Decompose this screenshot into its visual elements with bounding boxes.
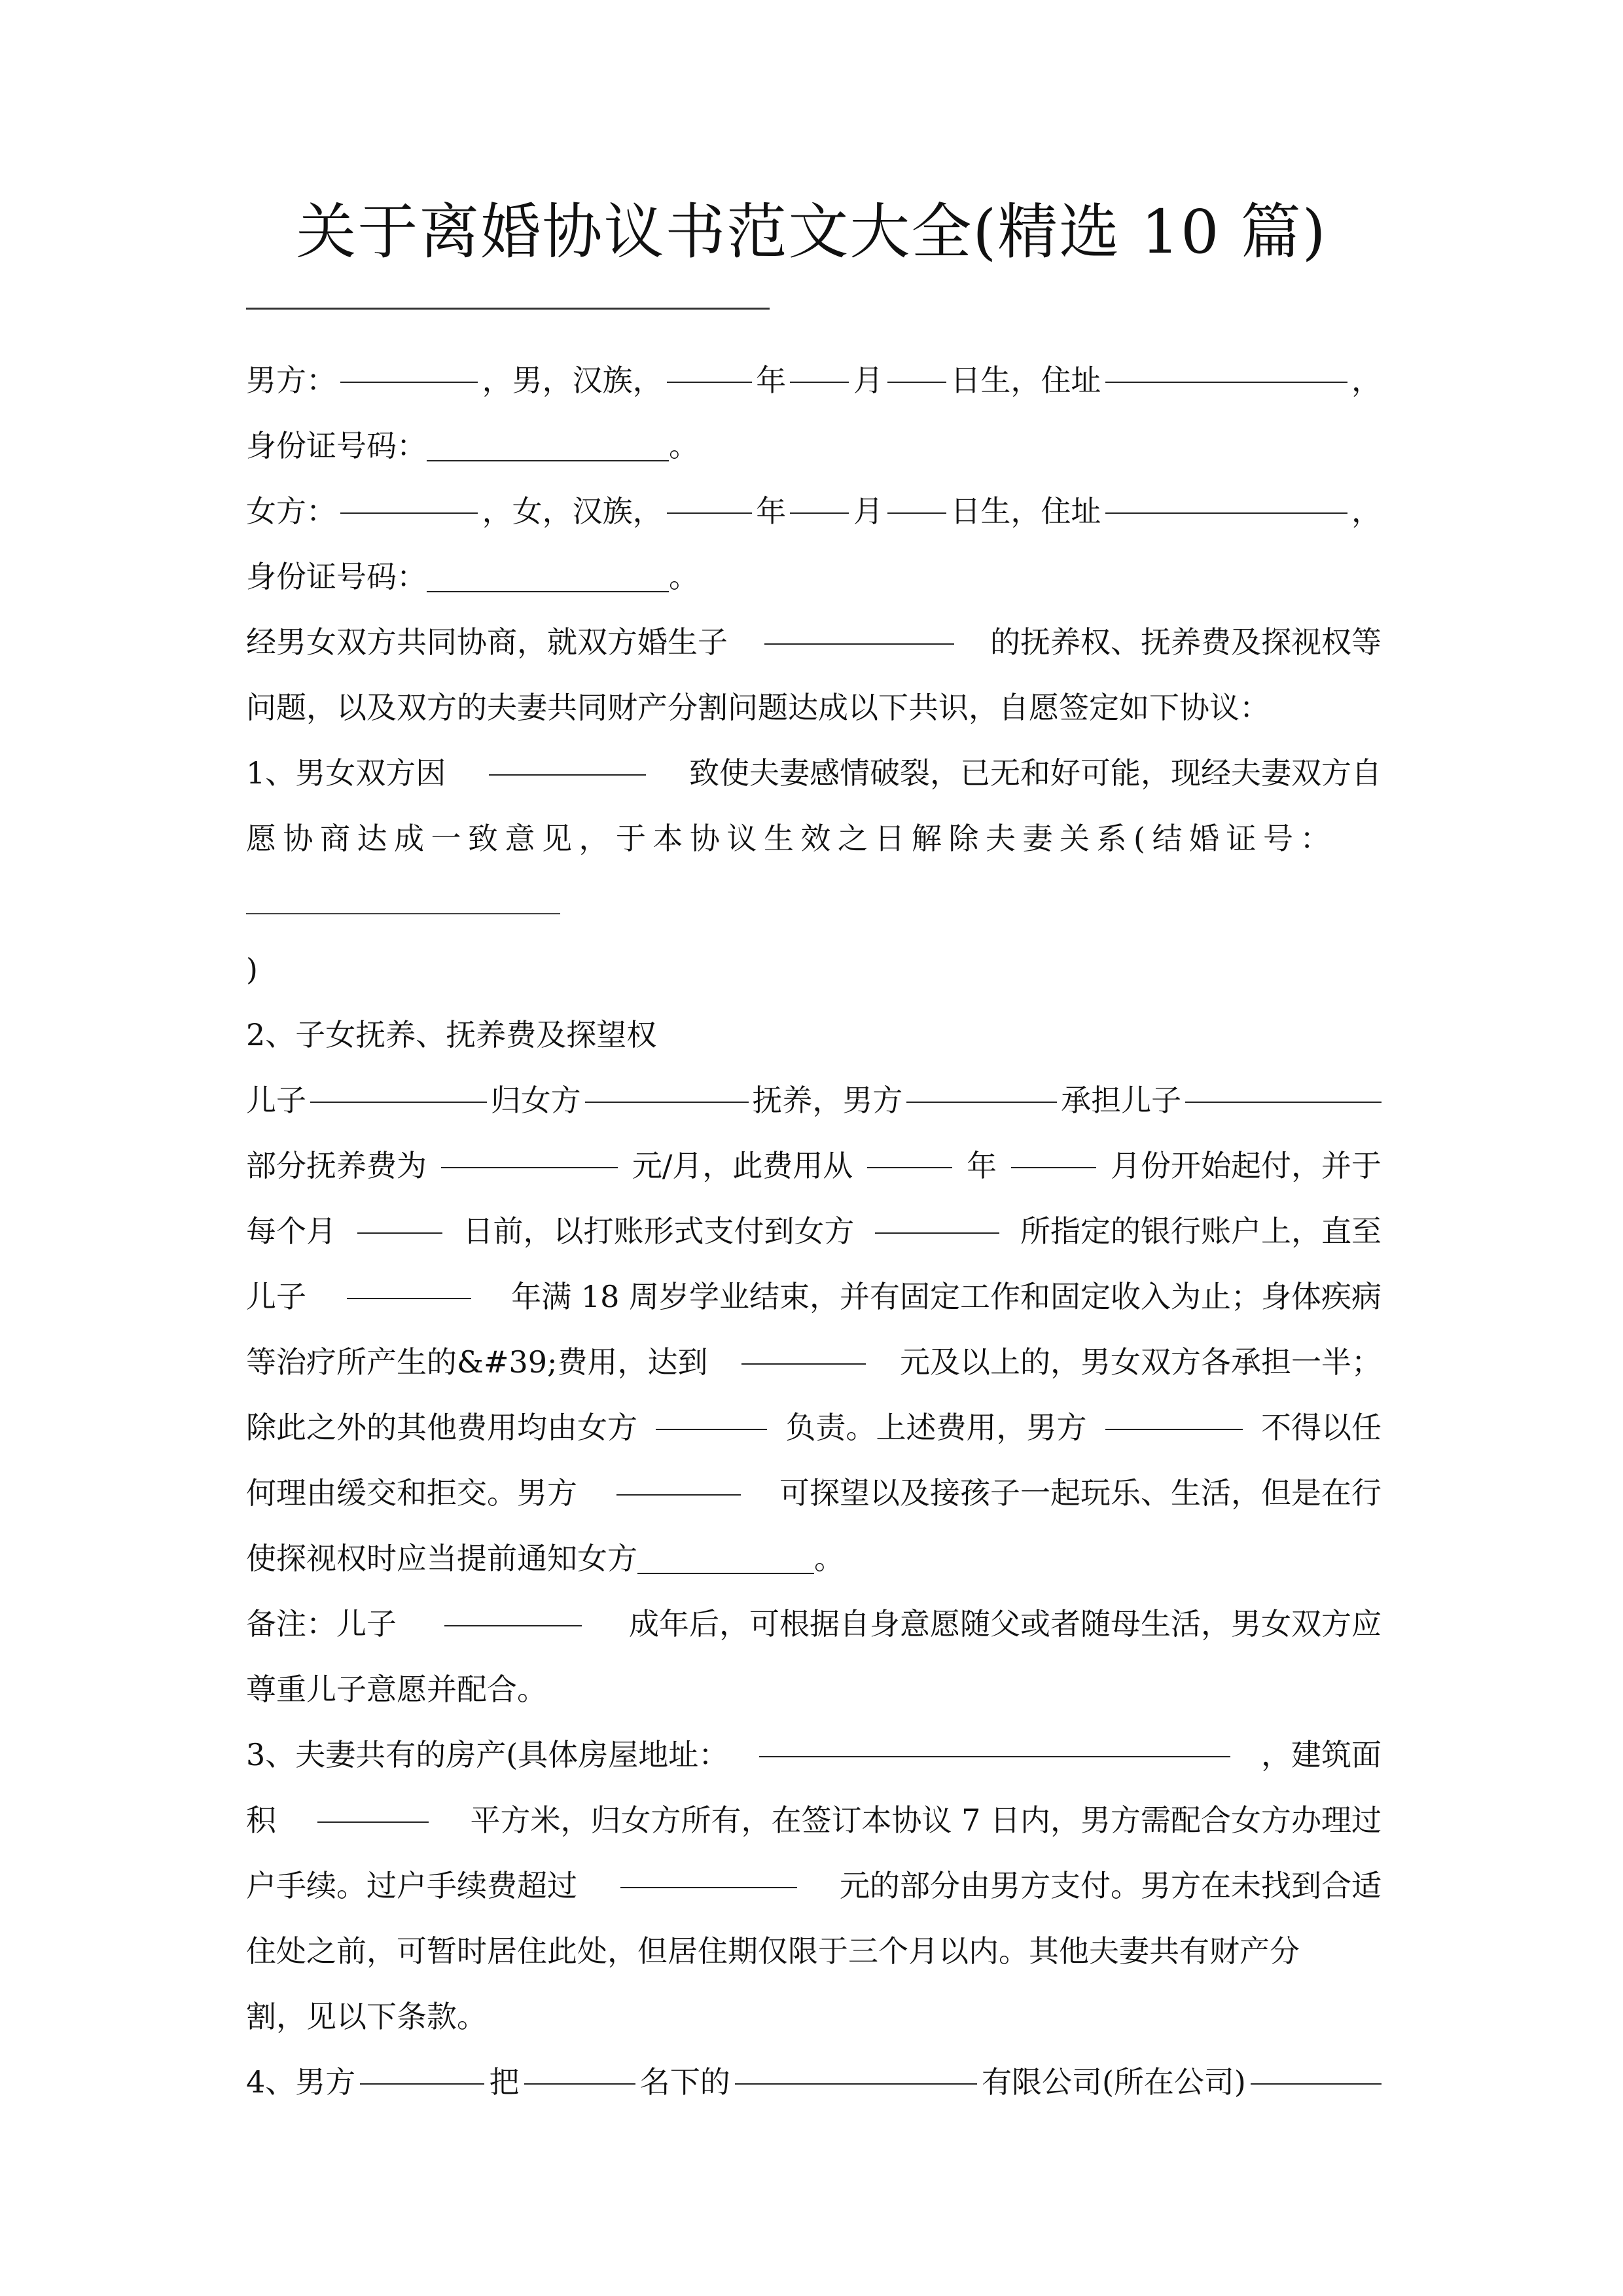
clause-2-text: 儿子 [246,1083,306,1118]
clause-2-line-3 [246,1198,1382,1264]
year-label: 年 [756,493,787,529]
clause-3-line-1 [246,1722,1382,1787]
note-line-1 [246,1591,1382,1657]
clause-4-text: 把 [489,2064,520,2100]
clause-2-text: 年满 18 周岁学业结束，并有固定工作和固定收入为止；身体疾病 [511,1279,1382,1314]
clause-2-line-1 [246,1067,1382,1133]
comma: ， [1351,493,1382,529]
son-name-blank[interactable] [347,1264,471,1299]
mother-name-blank[interactable] [875,1198,999,1234]
clause-2-text: 负责。上述费用，男方 [785,1410,1087,1445]
woman-label: 女方： [246,493,336,529]
intro-line-2: 问题，以及双方的夫妻共同财产分割问题达成以下共识，自愿签定如下协议： [246,690,1270,725]
clause-2-text: 除此之外的其他费用均由女方 [246,1410,637,1445]
marriage-cert-line [246,871,1382,937]
clause-2-text: 日前，以打账形式支付到女方 [463,1213,855,1249]
clause-2-text: 可探望以及接孩子一起玩乐、生活，但是在行 [779,1475,1382,1511]
clause-2-text: 。 [814,1541,844,1576]
clause-2-text: 儿子 [246,1279,306,1314]
clause-2-text: 归女方 [490,1083,581,1118]
divorce-reason-blank[interactable] [489,740,646,776]
period: 。 [669,428,699,463]
man-name-blank[interactable] [340,348,478,383]
father-name-blank[interactable] [906,1067,1057,1103]
start-month-blank[interactable] [1011,1133,1096,1168]
clause-2-line-6 [246,1395,1382,1460]
woman-birth-day-blank[interactable] [887,478,946,514]
clause-2-text: 元及以上的，男女双方各承担一半； [900,1344,1382,1380]
father-name-blank[interactable] [360,2049,484,2085]
woman-address-blank[interactable] [1105,478,1347,514]
transfer-fee-blank[interactable] [620,1853,797,1888]
clause-3-text: ，建筑面 [1261,1737,1382,1772]
house-address-blank[interactable] [759,1722,1230,1757]
woman-id-blank[interactable] [427,557,669,592]
note-text: 备注：儿子 [246,1606,397,1641]
note-line-2: 尊重儿子意愿并配合。 [246,1672,547,1707]
clause-3-text: 平方米，归女方所有，在签订本协议 7 日内，男方需配合女方办理过 [470,1803,1382,1838]
clause-1-line-1 [246,740,1382,806]
father-name-blank[interactable] [616,1460,741,1496]
clause-3-line-4: 住处之前，可暂时居住此处，但居住期仅限于三个月以内。其他夫妻共有财产分 [246,1933,1300,1969]
clause-2-text: 等治疗所产生的&#39;费用，达到 [246,1344,708,1380]
clause-3-text: 3、夫妻共有的房产(具体房屋地址： [246,1737,729,1772]
clause-2-text: 每个月 [246,1213,336,1249]
id-label: 身份证号码： [246,559,427,594]
company-share-blank[interactable] [1251,2049,1382,2085]
clause-2-title: 2、子女抚养、抚养费及探望权 [246,1017,657,1052]
clause-2-text: 元/月，此费用从 [632,1148,853,1183]
clause-3-line-5: 割，见以下条款。 [246,1999,487,2034]
marriage-cert-number-blank[interactable] [246,887,560,914]
support-amount-blank[interactable] [441,1133,618,1168]
clause-2-text: 年 [967,1148,997,1183]
clause-2-text: 所指定的银行账户上，直至 [1020,1213,1382,1249]
man-info-line [246,348,1382,413]
intro-text-b: 的抚养权、抚养费及探视权等 [990,624,1382,660]
clause-2-text: 抚养，男方 [752,1083,903,1118]
clause-2-text: 承担儿子 [1061,1083,1182,1118]
clause-1-close: ) [246,952,258,987]
clause-2-text: 月份开始起付，并于 [1110,1148,1382,1183]
woman-id-line [246,544,1382,609]
title-divider [246,308,770,310]
clause-4-text: 4、男方 [246,2064,356,2100]
clause-2-text: 何理由缓交和拒交。男方 [246,1475,577,1511]
mother-name-blank[interactable] [585,1067,749,1103]
clause-2-text: 部分抚养费为 [246,1148,427,1183]
period: 。 [669,559,699,594]
clause-2-line-2 [246,1133,1382,1198]
man-birth-day-blank[interactable] [887,348,946,383]
month-label: 月 [853,363,883,398]
birth-address-label: 日生，住址 [950,363,1101,398]
clause-2-line-4 [246,1264,1382,1329]
clause-2-line-7 [246,1460,1382,1526]
id-label: 身份证号码： [246,428,427,463]
clause-3-text: 户手续。过户手续费超过 [246,1868,577,1903]
document-title: 关于离婚协议书范文大全(精选 10 篇) [296,197,1327,267]
owner-name-blank[interactable] [524,2049,635,2085]
woman-birth-year-blank[interactable] [667,478,752,514]
man-id-blank[interactable] [427,426,669,461]
woman-birth-month-blank[interactable] [790,478,849,514]
clause-2-text: 不得以任 [1261,1410,1382,1445]
man-birth-year-blank[interactable] [667,348,752,383]
man-birth-month-blank[interactable] [790,348,849,383]
intro-text-a: 经男女双方共同协商，就双方婚生子 [246,624,728,660]
father-name-blank[interactable] [1105,1395,1243,1430]
birth-address-label: 日生，住址 [950,493,1101,529]
clause-1-text-a: 1、男女双方因 [246,755,446,791]
house-area-blank[interactable] [317,1787,429,1823]
clause-4-text: 名下的 [639,2064,730,2100]
clause-1-text-b: 致使夫妻感情破裂，已无和好可能，现经夫妻双方自 [689,755,1382,791]
clause-4-line-1 [246,2049,1382,2115]
clause-4-text: 有限公司(所在公司) [981,2064,1246,2100]
man-label: 男方： [246,363,336,398]
comma: ， [1351,363,1382,398]
medical-threshold-blank[interactable] [741,1329,866,1365]
mother-name-blank[interactable] [656,1395,767,1430]
man-desc: ，男，汉族， [482,363,663,398]
clause-3-line-3 [246,1853,1382,1918]
start-year-blank[interactable] [867,1133,952,1168]
clause-3-text: 元的部分由男方支付。男方在未找到合适 [840,1868,1382,1903]
son-name-blank[interactable] [310,1067,487,1103]
man-address-blank[interactable] [1105,348,1347,383]
woman-info-line [246,478,1382,544]
clause-2-line-5 [246,1329,1382,1395]
clause-2-line-8 [246,1526,1382,1591]
note-text: 成年后，可根据自身意愿随父或者随母生活，男女双方应 [629,1606,1382,1641]
woman-desc: ，女，汉族， [482,493,663,529]
son-name-blank[interactable] [444,1591,582,1626]
man-id-line [246,413,1382,478]
child-name-blank[interactable] [764,609,954,645]
intro-line-1 [246,609,1382,675]
mother-name-blank[interactable] [637,1539,814,1574]
woman-name-blank[interactable] [340,478,478,514]
clause-3-text: 积 [246,1803,276,1838]
year-label: 年 [756,363,787,398]
clause-2-text: 使探视权时应当提前通知女方 [246,1541,637,1576]
clause-3-line-2 [246,1787,1382,1853]
clause-1-line-2: 愿协商达成一致意见，于本协议生效之日解除夫妻关系(结婚证号： [246,821,1337,856]
company-name-blank[interactable] [735,2049,977,2085]
month-label: 月 [853,493,883,529]
son-name-blank[interactable] [1185,1067,1382,1103]
payment-day-blank[interactable] [357,1198,442,1234]
